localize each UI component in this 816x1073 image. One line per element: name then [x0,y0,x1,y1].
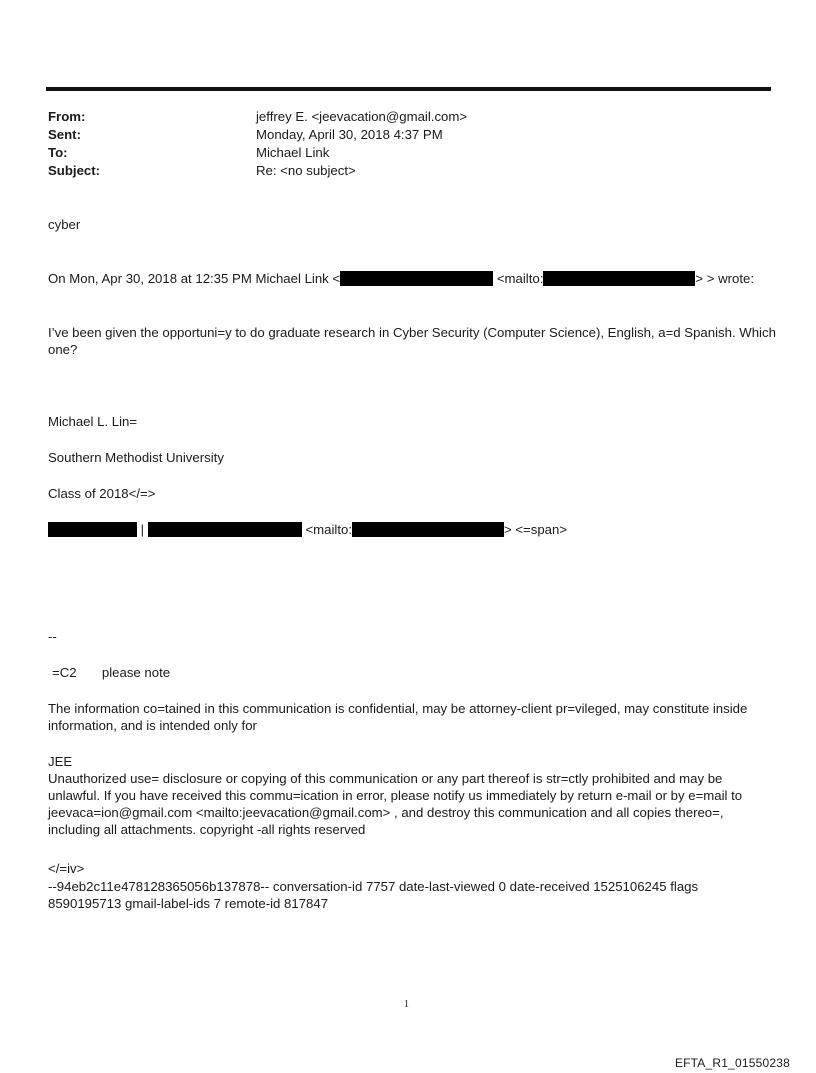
to-label: To: [48,145,68,160]
quote-line [48,270,754,287]
page-number: 1 [404,999,409,1010]
note-line [52,664,170,681]
quote-mailto: <mailto: [496,271,544,286]
from-label: From: [48,109,86,124]
document-id: EFTA_R1_01550238 [674,1056,790,1070]
div-end: </=iv> [48,861,85,876]
redacted-mailto [543,271,695,286]
from-row [48,108,467,126]
redacted-contact-mailto [352,522,504,537]
contact-separator: | [137,522,148,537]
redacted-email [340,271,493,286]
note-text: please note [101,665,171,680]
redacted-phone [48,522,137,537]
email-header [48,108,467,180]
sent-row [48,126,467,144]
confidentiality-text: The information co=tained in this communication is confidential, may be attorney-client pr=vileged, may constitute inside information, and is intended only for [48,701,748,733]
contact-mailto: <mailto: [305,522,352,537]
signature-separator: -- [48,629,57,644]
sent-label: Sent: [48,127,81,142]
reply-text: cyber [48,217,81,232]
unauthorized-text: Unauthorized use= disclosure or copying of this communication or any part thereof is str=ctly prohibited and may be unlawful. If you have received this commu=ication in error, please notify us immediately by return e-mail or by e=mail to jeevaca=ion@gmail.com <mailto:jeevacation@gmail.com> , and destroy this communication and all copies thereo=, including all attachments. copyright -all rights reserved [48,771,743,837]
jee-text: JEE [48,754,73,769]
from-value: jeffrey E. <jeevacation@gmail.com> [256,109,468,124]
quote-suffix: > > wrote: [695,271,755,286]
redacted-contact-email [148,522,302,537]
subject-label: Subject: [48,163,101,178]
contact-line [48,521,567,538]
note-prefix: =C2 [52,665,77,680]
sent-value: Monday, April 30, 2018 4:37 PM [256,127,443,142]
quote-prefix: On Mon, Apr 30, 2018 at 12:35 PM Michael Link < [48,271,341,286]
to-value: Michael Link [256,145,330,160]
contact-suffix: > <=span> [503,522,568,537]
signature-name: Michael L. Lin= [48,414,138,429]
question-text: I’ve been given the opportuni=y to do graduate research in Cyber Security (Computer Science), English, a=d Spanish. Which one? [48,325,776,357]
header-divider [46,87,771,91]
subject-value: Re: <no subject> [256,163,356,178]
signature-school: Southern Methodist University [48,450,224,465]
subject-row [48,162,467,180]
to-row [48,144,467,162]
signature-class: Class of 2018</=> [48,486,156,501]
metadata-text: --94eb2c11e478128365056b137878-- conversation-id 7757 date-last-viewed 0 date-received 1525106245 flags 8590195713 gmail-label-ids 7 remote-id 817847 [48,879,699,911]
